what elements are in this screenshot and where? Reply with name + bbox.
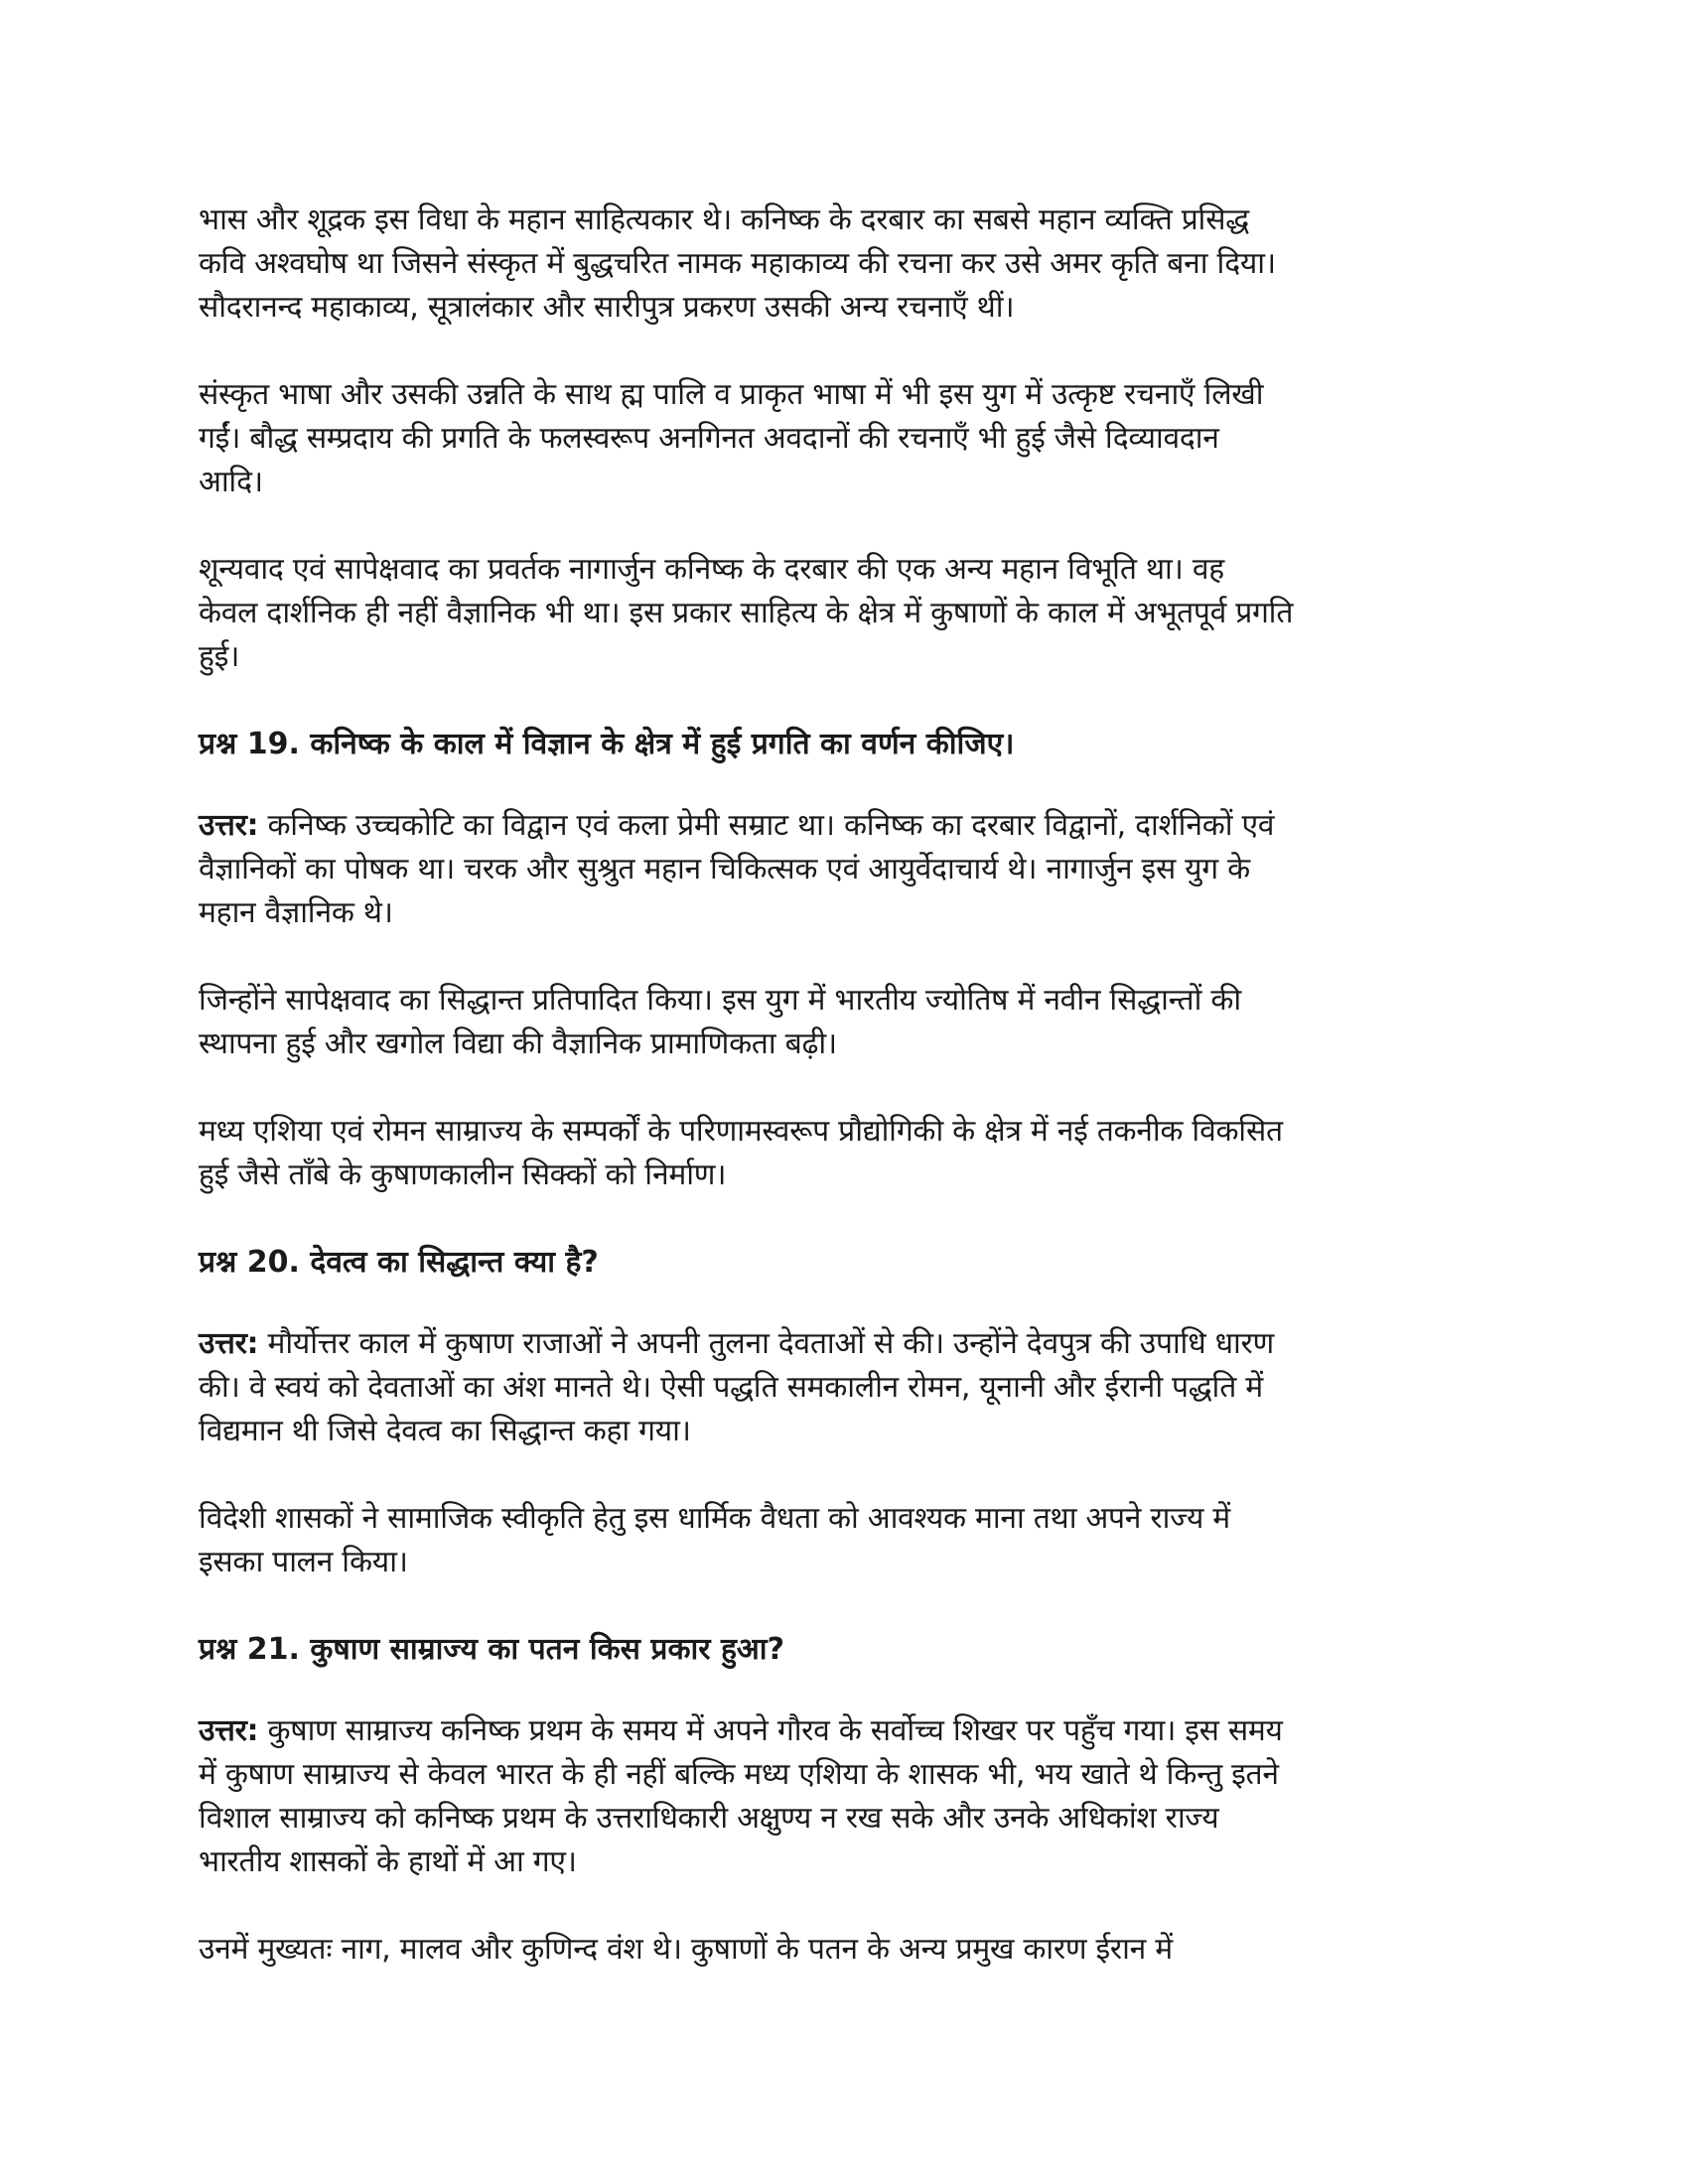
answer-19	[199, 804, 1509, 935]
text-line: मध्य एशिया एवं रोमन साम्राज्य के सम्पर्कों के परिणामस्वरूप प्रौद्योगिकी के क्षेत्र में नई तकनीक विकसित	[199, 1114, 1283, 1149]
text-line: विदेशी शासकों ने सामाजिक स्वीकृति हेतु इस धार्मिक वैधता को आवश्यक माना तथा अपने राज्य में	[199, 1501, 1230, 1536]
paragraph-literature	[199, 199, 1509, 330]
text-line: विशाल साम्राज्य को कनिष्क प्रथम के उत्तराधिकारी अक्षुण्य न रख सके और उनके अधिकांश राज्य	[199, 1801, 1219, 1836]
text-line: उनमें मुख्यतः नाग, मालव और कुणिन्द वंश थे। कुषाणों के पतन के अन्य प्रमुख कारण ईरान में	[199, 1932, 1173, 1967]
text-line: केवल दार्शनिक ही नहीं वैज्ञानिक भी था। इस प्रकार साहित्य के क्षेत्र में कुषाणों के काल में अभूतपूर्व प्रगति	[199, 596, 1294, 630]
question-19-heading: प्रश्न 19. कनिष्क के काल में विज्ञान के क्षेत्र में हुई प्रगति का वर्णन कीजिए।	[199, 727, 1015, 761]
answer-text: कनिष्क उच्चकोटि का विद्वान एवं कला प्रेमी सम्राट था। कनिष्क का दरबार विद्वानों, दार्शनिकों एवं	[258, 808, 1275, 843]
question-21-heading: प्रश्न 21. कुषाण साम्राज्य का पतन किस प्रकार हुआ?	[199, 1632, 784, 1667]
text-line: हुई जैसे ताँबे के कुषाणकालीन सिक्कों को निर्माण।	[199, 1158, 727, 1192]
text-line: की। वे स्वयं को देवताओं का अंश मानते थे। ऐसी पद्धति समकालीन रोमन, यूनानी और ईरानी पद्धति में	[199, 1370, 1263, 1405]
paragraph-successor-dynasties	[199, 1928, 1509, 1972]
text-line: शून्यवाद एवं सापेक्षवाद का प्रवर्तक नागार्जुन कनिष्क के दरबार की एक अन्य महान विभूति था। वह	[199, 552, 1224, 587]
text-line	[199, 1322, 1509, 1366]
answer-text: मौर्योत्तर काल में कुषाण राजाओं ने अपनी तुलना देवताओं से की। उन्होंने देवपुत्र की उपाधि धारण	[258, 1326, 1274, 1361]
answer-label: उत्तर:	[199, 1713, 259, 1748]
text-line: में कुषाण साम्राज्य से केवल भारत के ही नहीं बल्कि मध्य एशिया के शासक भी, भय खाते थे किन्तु इतने	[199, 1757, 1279, 1792]
paragraph-religious-legitimacy	[199, 1497, 1509, 1584]
answer-text: कुषाण साम्राज्य कनिष्क प्रथम के समय में अपने गौरव के सर्वोच्च शिखर पर पहुँच गया। इस समय	[258, 1713, 1283, 1748]
paragraph-pali-prakrit	[199, 373, 1509, 504]
text-line: भारतीय शासकों के हाथों में आ गए।	[199, 1844, 577, 1879]
text-line: गईं। बौद्ध सम्प्रदाय की प्रगति के फलस्वरूप अनगिनत अवदानों की रचनाएँ भी हुई जैसे दिव्यावदान	[199, 421, 1219, 456]
text-line	[199, 1709, 1509, 1753]
text-line: जिन्होंने सापेक्षवाद का सिद्धान्त प्रतिपादित किया। इस युग में भारतीय ज्योतिष में नवीन सिद्धान्तों की	[199, 983, 1241, 1018]
text-line: हुई।	[199, 639, 240, 674]
document-page	[199, 199, 1509, 2015]
paragraph-nagarjuna	[199, 548, 1509, 679]
answer-label: उत्तर:	[199, 1326, 259, 1361]
text-line	[199, 804, 1509, 848]
text-line: आदि।	[199, 465, 263, 499]
paragraph-technology	[199, 1110, 1509, 1197]
text-line: भास और शूद्रक इस विधा के महान साहित्यकार थे। कनिष्क के दरबार का सबसे महान व्यक्ति प्रसिद्ध	[199, 203, 1249, 237]
text-line: स्थापना हुई और खगोल विद्या की वैज्ञानिक प्रामाणिकता बढ़ी।	[199, 1026, 837, 1061]
paragraph-astronomy	[199, 979, 1509, 1066]
text-line: सौदरानन्द महाकाव्य, सूत्रालंकार और सारीपुत्र प्रकरण उसकी अन्य रचनाएँ थीं।	[199, 290, 1015, 325]
text-line: कवि अश्वघोष था जिसने संस्कृत में बुद्धचरित नामक महाकाव्य की रचना कर उसे अमर कृति बना दिया।	[199, 246, 1276, 281]
text-line: इसका पालन किया।	[199, 1545, 408, 1579]
text-line: महान वैज्ञानिक थे।	[199, 895, 393, 930]
answer-label: उत्तर:	[199, 808, 259, 843]
answer-21	[199, 1709, 1509, 1884]
answer-20	[199, 1322, 1509, 1453]
question-20-heading: प्रश्न 20. देवत्व का सिद्धान्त क्या है?	[199, 1245, 599, 1280]
text-line: विद्यमान थी जिसे देवत्व का सिद्धान्त कहा गया।	[199, 1414, 691, 1448]
text-line: संस्कृत भाषा और उसकी उन्नति के साथ ह्म पालि व प्राकृत भाषा में भी इस युग में उत्कृष्ट रचनाएँ लिखी	[199, 377, 1264, 412]
text-line: वैज्ञानिकों का पोषक था। चरक और सुश्रुत महान चिकित्सक एवं आयुर्वेदाचार्य थे। नागार्जुन इस युग के	[199, 852, 1250, 887]
